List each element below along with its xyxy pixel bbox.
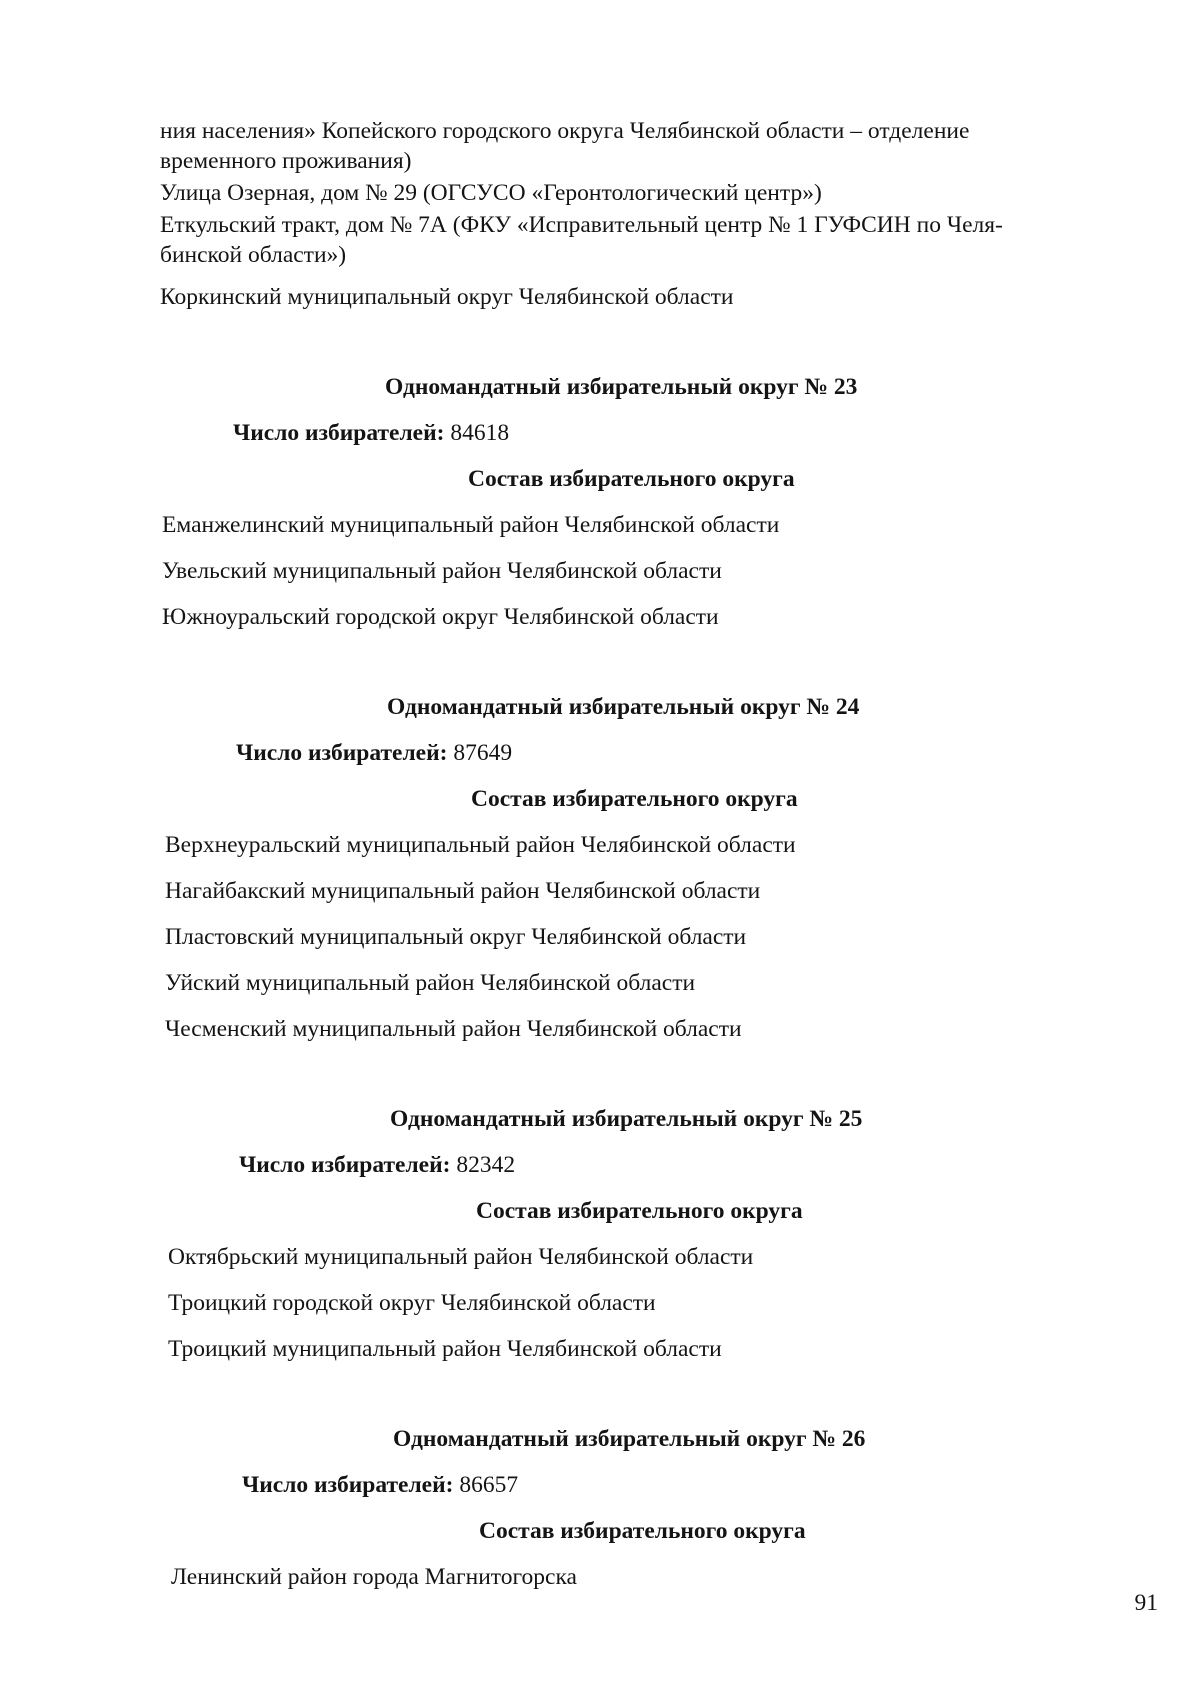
composition-title: Состав избирательного округа — [479, 1518, 806, 1544]
composition-title: Состав избирательного округа — [471, 786, 798, 812]
composition-title: Состав избирательного округа — [476, 1198, 803, 1224]
paragraph-line: ния населения» Копейского городского округа Челябинской области – отделение — [160, 118, 970, 144]
district-item: Увельский муниципальный район Челябинской области — [162, 558, 722, 584]
voters-label: Число избирателей: — [236, 740, 448, 766]
voters-value: 82342 — [456, 1152, 516, 1178]
district-title: Одномандатный избирательный округ № 25 — [390, 1106, 863, 1132]
district-item: Нагайбакский муниципальный район Челябинской области — [165, 878, 761, 904]
district-item: Верхнеуральский муниципальный район Челябинской области — [165, 832, 796, 858]
district-item: Пластовский муниципальный округ Челябинской области — [165, 924, 747, 950]
paragraph-line: временного проживания) — [160, 148, 412, 174]
voters-value: 86657 — [459, 1472, 519, 1498]
district-item: Чесменский муниципальный район Челябинской области — [165, 1016, 742, 1042]
municipality-line: Коркинский муниципальный округ Челябинской области — [160, 284, 734, 310]
composition-title: Состав избирательного округа — [468, 466, 795, 492]
district-title: Одномандатный избирательный округ № 23 — [385, 374, 858, 400]
voters-label: Число избирателей: — [239, 1152, 451, 1178]
continuation-paragraph — [160, 116, 1154, 176]
district-item: Октябрьский муниципальный район Челябинской области — [168, 1244, 754, 1270]
voters-value: 87649 — [453, 740, 513, 766]
page-number: 91 — [1134, 1590, 1158, 1616]
voters-count — [233, 420, 509, 447]
paragraph-line: Еткульский тракт, дом № 7А (ФКУ «Исправительный центр № 1 ГУФСИН по Челя- — [160, 212, 1003, 238]
voters-value: 84618 — [450, 420, 510, 446]
district-item: Ленинский район города Магнитогорска — [171, 1564, 577, 1590]
district-title: Одномандатный избирательный округ № 24 — [387, 694, 860, 720]
address-paragraph — [160, 210, 1154, 270]
district-item: Еманжелинский муниципальный район Челябинской области — [162, 512, 780, 538]
voters-count — [239, 1152, 515, 1179]
district-title: Одномандатный избирательный округ № 26 — [393, 1426, 866, 1452]
voters-label: Число избирателей: — [242, 1472, 454, 1498]
voters-count — [242, 1472, 518, 1499]
paragraph-line: бинской области») — [160, 242, 347, 268]
district-item: Троицкий муниципальный район Челябинской области — [168, 1336, 722, 1362]
district-item: Уйский муниципальный район Челябинской области — [165, 970, 696, 996]
district-item: Южноуральский городской округ Челябинской области — [162, 604, 719, 630]
voters-label: Число избирателей: — [233, 420, 445, 446]
district-item: Троицкий городской округ Челябинской области — [168, 1290, 656, 1316]
voters-count — [236, 740, 512, 767]
address-line: Улица Озерная, дом № 29 (ОГСУСО «Геронтологический центр») — [160, 180, 822, 206]
